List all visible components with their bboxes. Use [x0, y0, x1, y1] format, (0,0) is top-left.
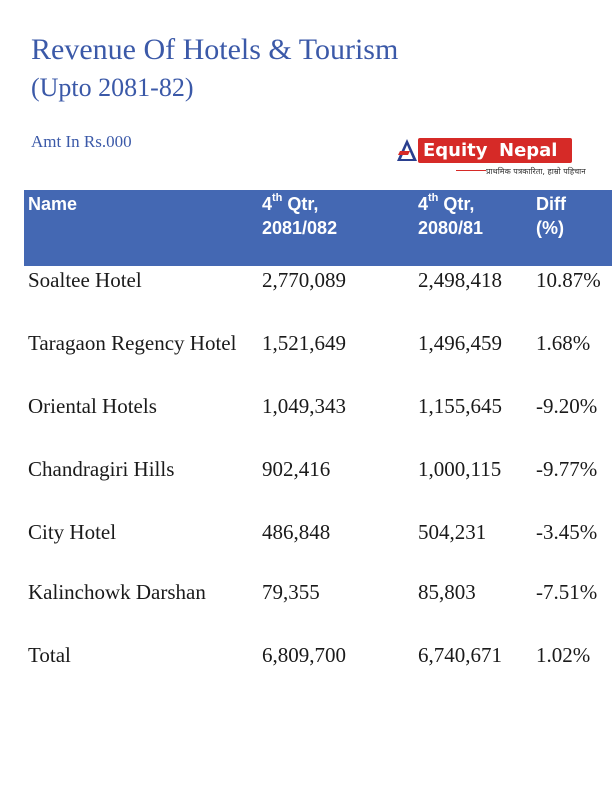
row-name: Oriental Hotels: [28, 394, 157, 418]
column-header-q1: [262, 192, 337, 240]
column-header-q2-sup: th: [428, 192, 439, 204]
column-header-diff-line2: (%): [536, 218, 564, 238]
logo-tagline: प्राथमिक पत्रकारिता, हाम्रो पहिचान: [486, 167, 586, 176]
row-q1-value: 79,355: [262, 580, 320, 604]
column-header-q1-prefix: 4: [262, 194, 273, 214]
row-q1-value: 6,809,700: [262, 643, 346, 667]
row-name: Kalinchowk Darshan: [28, 580, 206, 604]
column-header-name: Name: [28, 194, 78, 214]
row-name: Taragaon Regency Hotel: [28, 331, 237, 355]
column-header-q2-line1: Qtr,: [438, 194, 475, 214]
row-diff-value: -9.77%: [536, 457, 598, 481]
row-q2-value: 1,155,645: [418, 394, 502, 418]
column-header-diff: [536, 192, 566, 240]
row-q2-value: 1,000,115: [418, 457, 502, 481]
column-header-q2-line2: 2080/81: [418, 218, 484, 238]
column-header-q1-line2: 2081/082: [262, 218, 338, 238]
row-name: Soaltee Hotel: [28, 268, 142, 292]
row-name: City Hotel: [28, 520, 117, 544]
row-diff-value: 1.02%: [536, 643, 591, 667]
row-q1-value: 486,848: [262, 520, 331, 544]
row-q2-value: 1,496,459: [418, 331, 502, 355]
row-name: Chandragiri Hills: [28, 457, 175, 481]
column-header-q1-sup: th: [272, 192, 283, 204]
row-q1-value: 1,049,343: [262, 394, 346, 418]
equity-nepal-logo: [396, 137, 586, 181]
row-q2-value: 85,803: [418, 580, 476, 604]
row-diff-value: -7.51%: [536, 580, 598, 604]
column-header-q1-line1: Qtr,: [282, 194, 319, 214]
row-diff-value: 1.68%: [536, 331, 591, 355]
table-header: [24, 190, 612, 266]
page-subtitle: (Upto 2081-82): [31, 73, 194, 102]
row-diff-value: 10.87%: [536, 268, 601, 292]
column-header-q2-prefix: 4: [418, 194, 429, 214]
logo-word-nepal: Nepal: [499, 140, 558, 161]
column-header-q2: [418, 192, 483, 240]
row-q1-value: 902,416: [262, 457, 331, 481]
row-q2-value: 2,498,418: [418, 268, 502, 292]
row-q1-value: 2,770,089: [262, 268, 346, 292]
amount-unit-note: Amt In Rs.000: [31, 132, 132, 151]
row-q2-value: 6,740,671: [418, 643, 502, 667]
row-name: Total: [28, 643, 71, 667]
logo-mark-icon: [396, 137, 418, 163]
row-diff-value: -9.20%: [536, 394, 598, 418]
column-header-diff-line1: Diff: [536, 194, 566, 214]
row-q1-value: 1,521,649: [262, 331, 346, 355]
row-q2-value: 504,231: [418, 520, 487, 544]
page-title: Revenue Of Hotels & Tourism: [31, 33, 399, 66]
logo-word-equity: Equity: [423, 140, 488, 161]
logo-rule: [456, 170, 486, 171]
row-diff-value: -3.45%: [536, 520, 598, 544]
